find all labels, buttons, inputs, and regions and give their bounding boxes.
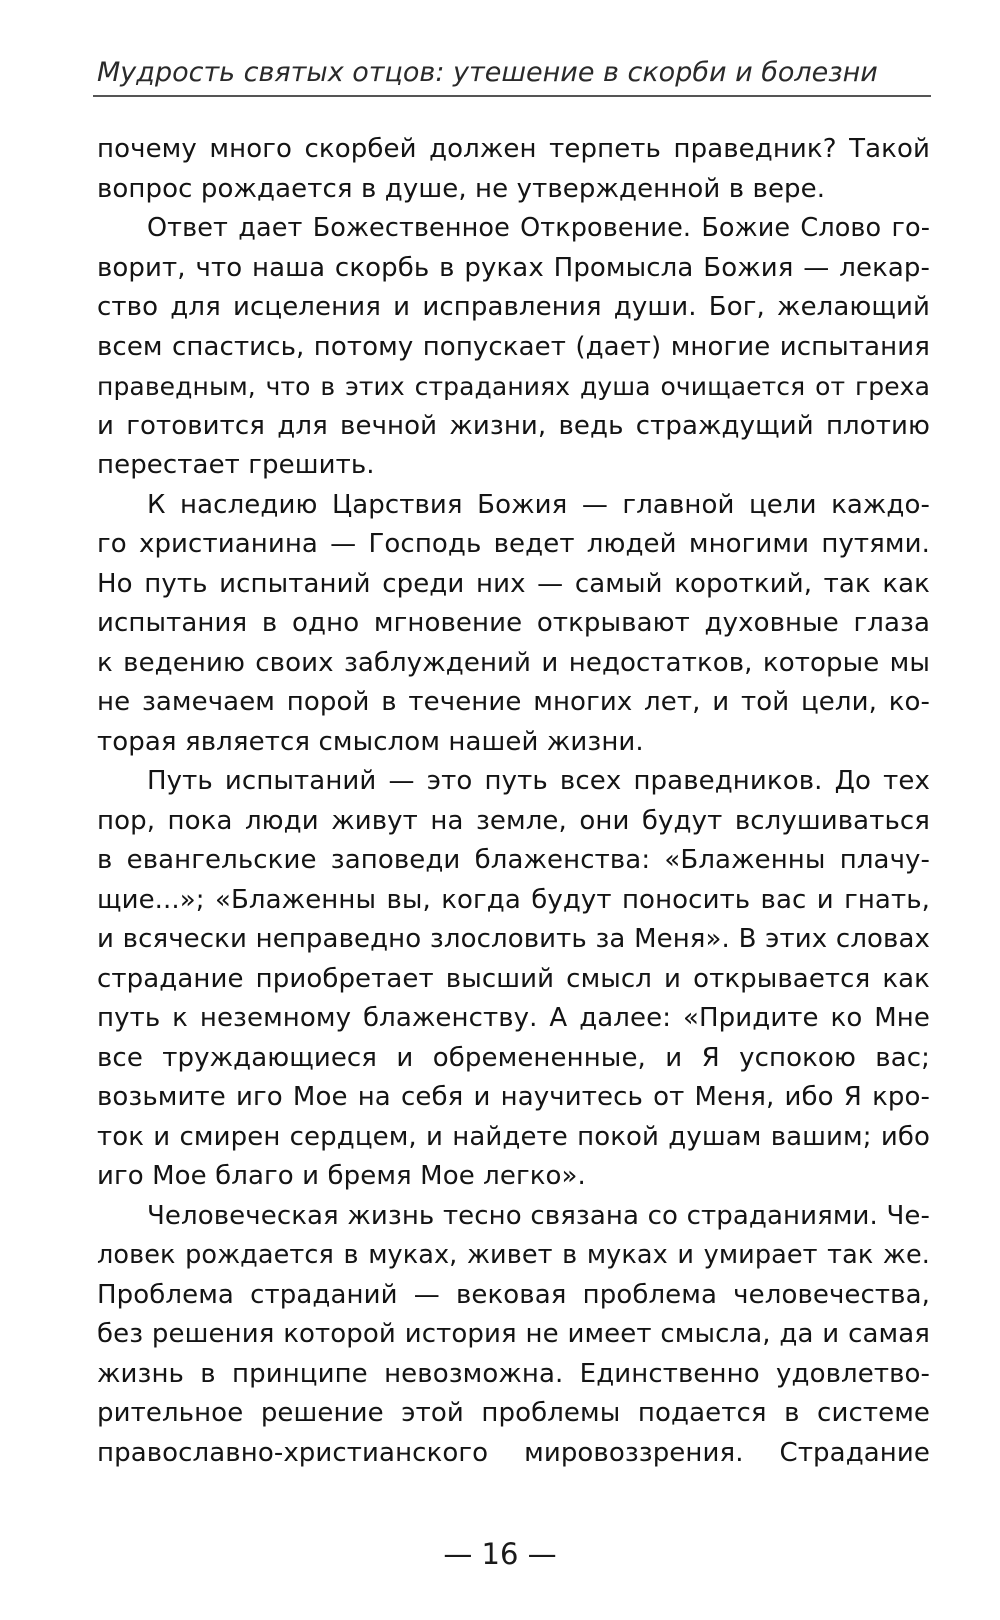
text-line: почему много скорбей должен терпеть праведник? Такой bbox=[97, 134, 930, 164]
text-line: ловек рождается в муках, живет в муках и умирает так же. bbox=[97, 1240, 930, 1270]
text-line: Путь испытаний — это путь всех праведников. До тех bbox=[147, 766, 930, 796]
text-line: рительное решение этой проблемы подается в системе bbox=[97, 1398, 930, 1428]
text-line: торая является смыслом нашей жизни. bbox=[97, 726, 644, 757]
text-line: вопрос рождается в душе, не утвержденной в вере. bbox=[97, 173, 826, 204]
text-line: праведным, что в этих страданиях душа очищается от греха bbox=[97, 372, 930, 401]
text-line: не замечаем порой в течение многих лет, и той цели, ко- bbox=[97, 687, 930, 717]
text-line: в евангельские заповеди блаженства: «Блаженны плачу- bbox=[97, 845, 930, 875]
text-line: возьмите иго Мое на себя и научитесь от Меня, ибо Я кро- bbox=[97, 1082, 930, 1112]
text-line: иго Мое благо и бремя Мое легко». bbox=[97, 1161, 586, 1191]
text-line: Проблема страданий — вековая проблема человечества, bbox=[97, 1279, 930, 1310]
header-rule bbox=[93, 95, 931, 97]
text-line: ворит, что наша скорбь в руках Промысла Божия — лекар- bbox=[97, 252, 930, 283]
text-line: и готовится для вечной жизни, ведь страждущий плотию bbox=[97, 410, 930, 441]
body-text bbox=[97, 130, 930, 1473]
page-number: — 16 — bbox=[443, 1537, 557, 1571]
text-line: страдание приобретает высший смысл и открывается как bbox=[97, 963, 930, 994]
text-line: Но путь испытаний среди них — самый короткий, так как bbox=[97, 568, 930, 599]
text-line: го христианина — Господь ведет людей многими путями. bbox=[97, 529, 930, 559]
text-line: испытания в одно мгновение открывают духовные глаза bbox=[97, 608, 930, 638]
text-line: все труждающиеся и обремененные, и Я успокою вас; bbox=[97, 1042, 930, 1073]
text-line: Ответ дает Божественное Откровение. Божие Слово го- bbox=[147, 213, 930, 243]
text-line: православно-христианского мировоззрения. Страдание bbox=[97, 1437, 930, 1468]
text-line: щие...»; «Блаженны вы, когда будут поносить вас и гнать, bbox=[97, 884, 930, 915]
text-line: к ведению своих заблуждений и недостатков, которые мы bbox=[97, 647, 930, 678]
text-line: пор, пока люди живут на земле, они будут вслушиваться bbox=[97, 805, 930, 836]
text-line: перестает грешить. bbox=[97, 450, 375, 480]
text-line: жизнь в принципе невозможна. Единственно удовлетво- bbox=[97, 1358, 930, 1389]
running-title: Мудрость святых отцов: утешение в скорби и болезни bbox=[97, 57, 878, 88]
text-line: К наследию Царствия Божия — главной цели каждо- bbox=[147, 489, 930, 520]
text-line: и всячески неправедно злословить за Меня». В этих словах bbox=[97, 924, 930, 954]
text-line: ток и смирен сердцем, и найдете покой душам вашим; ибо bbox=[97, 1121, 930, 1152]
text-line: Человеческая жизнь тесно связана со страданиями. Че- bbox=[147, 1200, 930, 1231]
text-line: путь к неземному блаженству. А далее: «Придите ко Мне bbox=[97, 1003, 930, 1033]
text-line: всем спастись, потому попускает (дает) многие испытания bbox=[97, 331, 930, 362]
text-line: ство для исцеления и исправления души. Бог, желающий bbox=[97, 292, 930, 322]
text-line: без решения которой история не имеет смысла, да и самая bbox=[97, 1319, 930, 1349]
